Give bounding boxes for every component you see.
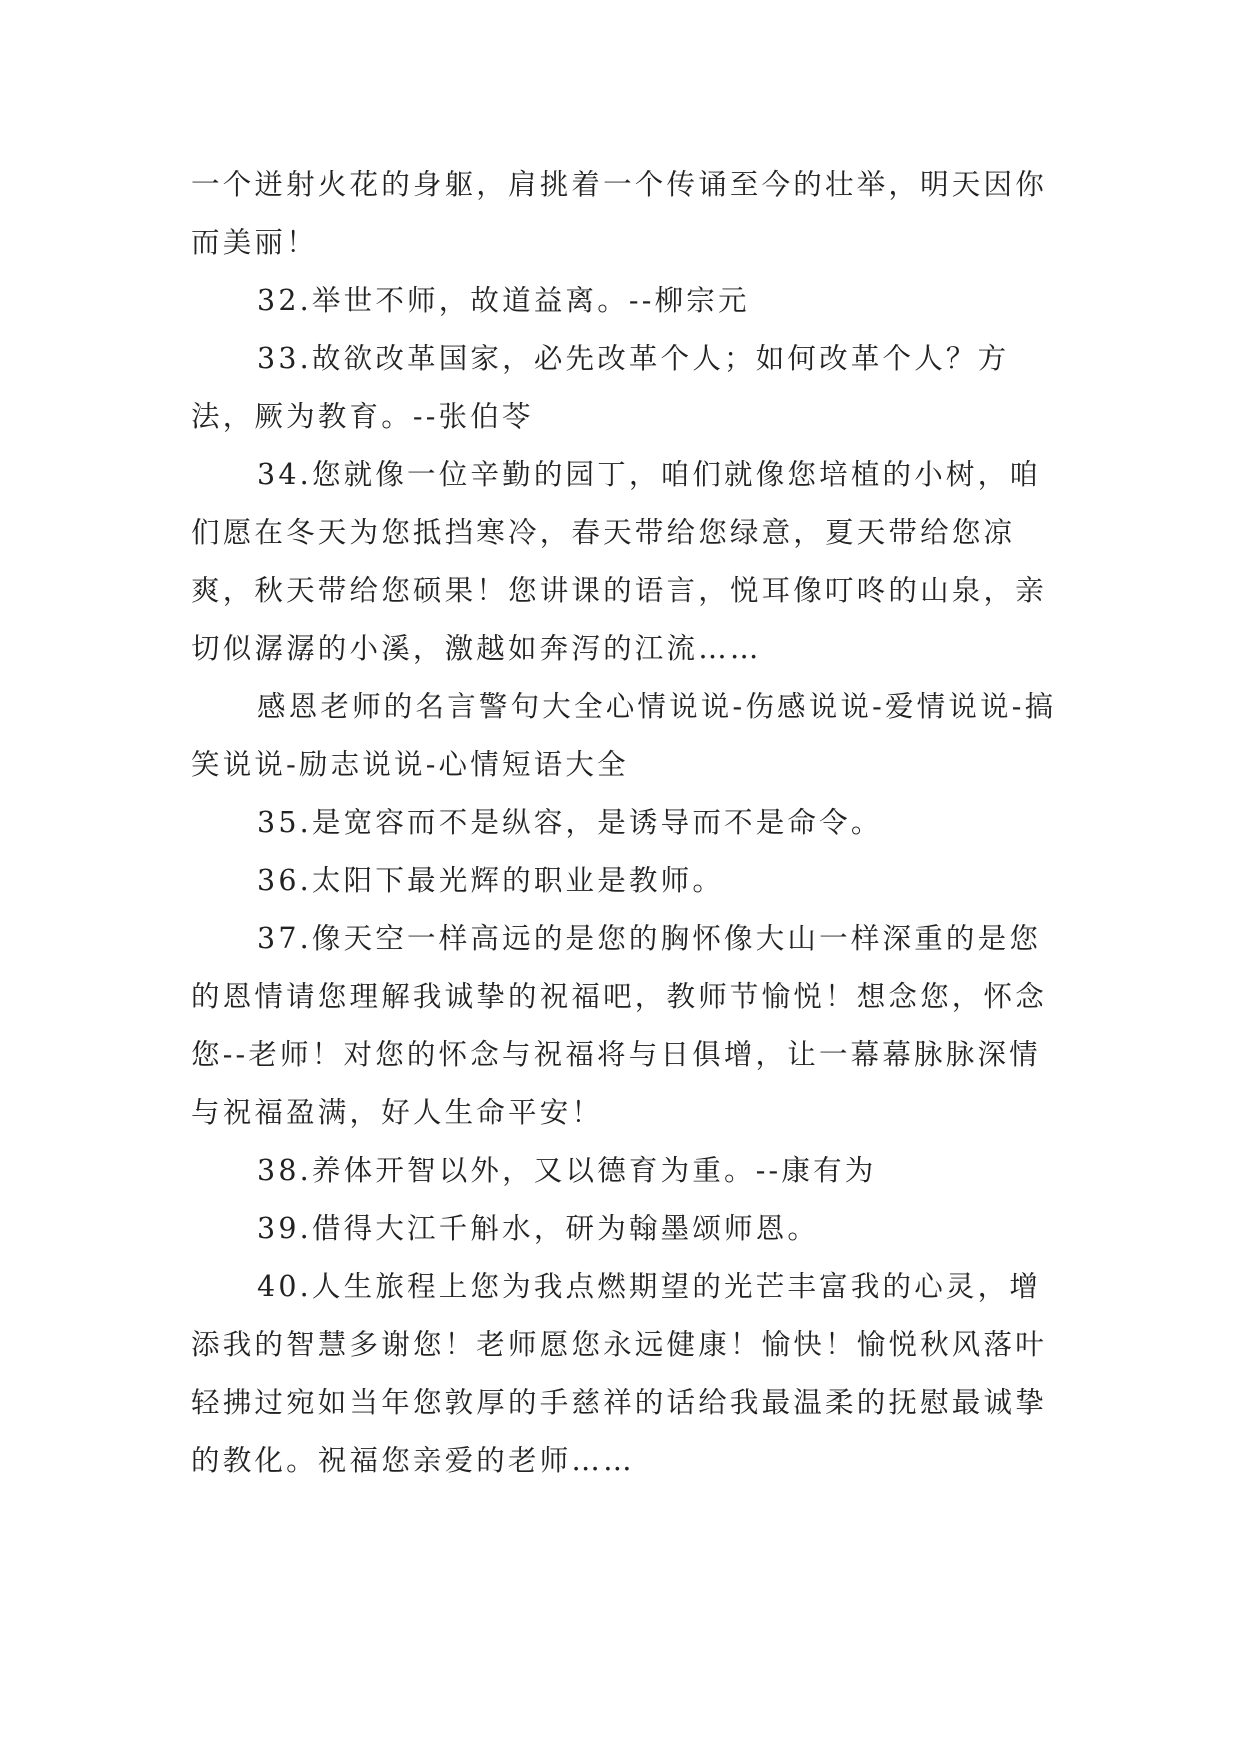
paragraph-item-34: 34.您就像一位辛勤的园丁，咱们就像您培植的小树，咱们愿在冬天为您抵挡寒冷，春天带给您绿意，夏天带给您凉爽，秋天带给您硕果！您讲课的语言，悦耳像叮咚的山泉，亲切似潺潺的小溪，激越如奔泻的江流…… [191, 458, 1047, 665]
paragraph-item-38: 38.养体开智以外，又以德育为重。--康有为 [257, 1154, 877, 1187]
paragraph-item-39: 39.借得大江千斛水，研为翰墨颂师恩。 [257, 1212, 820, 1245]
paragraph-section-heading: 感恩老师的名言警句大全心情说说-伤感说说-爱情说说-搞笑说说-励志说说-心情短语大全 [191, 690, 1057, 781]
paragraph-item-32: 32.举世不师，故道益离。--柳宗元 [257, 284, 750, 317]
paragraph-item-35: 35.是宽容而不是纵容，是诱导而不是命令。 [257, 806, 883, 839]
paragraph-continuation: 一个迸射火花的身躯，肩挑着一个传诵至今的壮举，明天因你而美丽！ [191, 168, 1047, 259]
document-page [191, 156, 1071, 1490]
paragraph-item-37: 37.像天空一样高远的是您的胸怀像大山一样深重的是您的恩情请您理解我诚挚的祝福吧，教师节愉悦！想念您，怀念您--老师！对您的怀念与祝福将与日俱增，让一幕幕脉脉深情与祝福盈满，好人生命平安！ [191, 922, 1047, 1129]
paragraph-item-33: 33.故欲改革国家，必先改革个人；如何改革个人？方法，厥为教育。--张伯苓 [191, 342, 1010, 433]
paragraph-item-40: 40.人生旅程上您为我点燃期望的光芒丰富我的心灵，增添我的智慧多谢您！老师愿您永远健康！愉快！愉悦秋风落叶轻拂过宛如当年您敦厚的手慈祥的话给我最温柔的抚慰最诚挚的教化。祝福您亲爱的老师…… [191, 1270, 1047, 1477]
paragraph-item-36: 36.太阳下最光辉的职业是教师。 [257, 864, 725, 897]
